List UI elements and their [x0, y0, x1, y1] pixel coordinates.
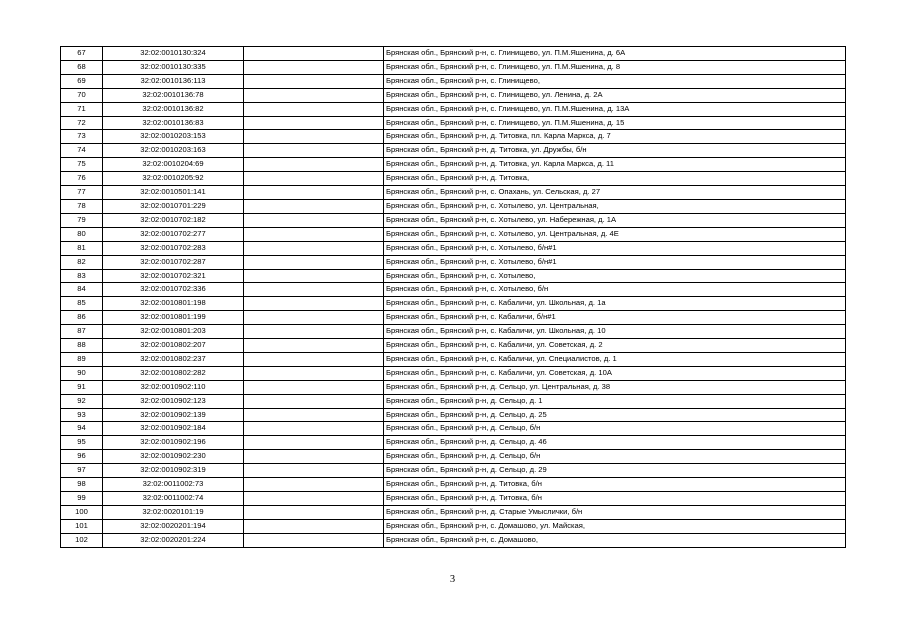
table-row: [61, 297, 846, 311]
table-row: [61, 47, 846, 61]
row-number-cell: 88: [61, 339, 103, 353]
empty-cell: [244, 172, 384, 186]
row-number-cell: 81: [61, 241, 103, 255]
cadastral-number-cell: 32:02:0010205:92: [103, 172, 244, 186]
table-row: [61, 60, 846, 74]
empty-cell: [244, 227, 384, 241]
address-cell: Брянская обл., Брянский р-н, с. Кабаличи, б/н#1: [384, 311, 846, 325]
table-row: [61, 199, 846, 213]
address-cell: Брянская обл., Брянский р-н, д. Титовка, ул. Карла Маркса, д. 11: [384, 158, 846, 172]
row-number-cell: 82: [61, 255, 103, 269]
cadastral-number-cell: 32:02:0010802:282: [103, 366, 244, 380]
address-cell: Брянская обл., Брянский р-н, с. Глинищево,: [384, 74, 846, 88]
cadastral-number-cell: 32:02:0010702:287: [103, 255, 244, 269]
empty-cell: [244, 519, 384, 533]
row-number-cell: 85: [61, 297, 103, 311]
address-cell: Брянская обл., Брянский р-н, д. Сельцо, ул. Центральная, д. 38: [384, 380, 846, 394]
row-number-cell: 69: [61, 74, 103, 88]
row-number-cell: 86: [61, 311, 103, 325]
address-cell: Брянская обл., Брянский р-н, с. Глинищево, ул. П.М.Яшенина, д. 6А: [384, 47, 846, 61]
row-number-cell: 92: [61, 394, 103, 408]
registry-table-body: [61, 47, 846, 548]
row-number-cell: 78: [61, 199, 103, 213]
empty-cell: [244, 158, 384, 172]
cadastral-number-cell: 32:02:0011002:73: [103, 478, 244, 492]
empty-cell: [244, 492, 384, 506]
table-row: [61, 505, 846, 519]
row-number-cell: 73: [61, 130, 103, 144]
address-cell: Брянская обл., Брянский р-н, д. Сельцо, б/н: [384, 422, 846, 436]
cadastral-number-cell: 32:02:0020101:19: [103, 505, 244, 519]
cadastral-number-cell: 32:02:0010902:184: [103, 422, 244, 436]
cadastral-number-cell: 32:02:0010802:237: [103, 352, 244, 366]
address-cell: Брянская обл., Брянский р-н, с. Хотылево, ул. Центральная, д. 4Е: [384, 227, 846, 241]
address-cell: Брянская обл., Брянский р-н, д. Титовка, ул. Дружбы, б/н: [384, 144, 846, 158]
empty-cell: [244, 74, 384, 88]
empty-cell: [244, 269, 384, 283]
row-number-cell: 96: [61, 450, 103, 464]
cadastral-number-cell: 32:02:0010702:336: [103, 283, 244, 297]
empty-cell: [244, 325, 384, 339]
address-cell: Брянская обл., Брянский р-н, с. Глинищево, ул. П.М.Яшенина, д. 13А: [384, 102, 846, 116]
row-number-cell: 77: [61, 186, 103, 200]
cadastral-number-cell: 32:02:0010136:82: [103, 102, 244, 116]
table-row: [61, 519, 846, 533]
row-number-cell: 83: [61, 269, 103, 283]
address-cell: Брянская обл., Брянский р-н, д. Сельцо, д. 1: [384, 394, 846, 408]
address-cell: Брянская обл., Брянский р-н, с. Кабаличи, ул. Специалистов, д. 1: [384, 352, 846, 366]
table-row: [61, 533, 846, 547]
table-row: [61, 116, 846, 130]
row-number-cell: 75: [61, 158, 103, 172]
table-row: [61, 255, 846, 269]
address-cell: Брянская обл., Брянский р-н, д. Титовка, пл. Карла Маркса, д. 7: [384, 130, 846, 144]
cadastral-number-cell: 32:02:0010501:141: [103, 186, 244, 200]
table-row: [61, 366, 846, 380]
address-cell: Брянская обл., Брянский р-н, с. Хотылево,: [384, 269, 846, 283]
address-cell: Брянская обл., Брянский р-н, с. Глинищево, ул. П.М.Яшенина, д. 15: [384, 116, 846, 130]
empty-cell: [244, 130, 384, 144]
row-number-cell: 79: [61, 213, 103, 227]
property-registry-table: [60, 46, 846, 548]
empty-cell: [244, 533, 384, 547]
address-cell: Брянская обл., Брянский р-н, с. Глинищево, ул. Ленина, д. 2А: [384, 88, 846, 102]
address-cell: Брянская обл., Брянский р-н, с. Хотылево, ул. Набережная, д. 1А: [384, 213, 846, 227]
cadastral-number-cell: 32:02:0020201:194: [103, 519, 244, 533]
cadastral-number-cell: 32:02:0010702:182: [103, 213, 244, 227]
table-row: [61, 311, 846, 325]
empty-cell: [244, 436, 384, 450]
address-cell: Брянская обл., Брянский р-н, с. Глинищево, ул. П.М.Яшенина, д. 8: [384, 60, 846, 74]
empty-cell: [244, 116, 384, 130]
empty-cell: [244, 422, 384, 436]
row-number-cell: 99: [61, 492, 103, 506]
table-row: [61, 394, 846, 408]
empty-cell: [244, 408, 384, 422]
table-row: [61, 339, 846, 353]
table-row: [61, 325, 846, 339]
row-number-cell: 101: [61, 519, 103, 533]
cadastral-number-cell: 32:02:0010802:207: [103, 339, 244, 353]
row-number-cell: 95: [61, 436, 103, 450]
table-row: [61, 492, 846, 506]
page-number: 3: [449, 574, 456, 585]
cadastral-number-cell: 32:02:0010136:83: [103, 116, 244, 130]
address-cell: Брянская обл., Брянский р-н, д. Титовка,: [384, 172, 846, 186]
empty-cell: [244, 380, 384, 394]
address-cell: Брянская обл., Брянский р-н, с. Хотылево, ул. Центральная,: [384, 199, 846, 213]
table-row: [61, 130, 846, 144]
empty-cell: [244, 311, 384, 325]
address-cell: Брянская обл., Брянский р-н, с. Кабаличи, ул. Школьная, д. 1а: [384, 297, 846, 311]
table-row: [61, 158, 846, 172]
empty-cell: [244, 352, 384, 366]
row-number-cell: 97: [61, 464, 103, 478]
row-number-cell: 91: [61, 380, 103, 394]
table-row: [61, 408, 846, 422]
row-number-cell: 76: [61, 172, 103, 186]
row-number-cell: 80: [61, 227, 103, 241]
table-row: [61, 283, 846, 297]
row-number-cell: 74: [61, 144, 103, 158]
address-cell: Брянская обл., Брянский р-н, с. Кабаличи, ул. Советская, д. 2: [384, 339, 846, 353]
address-cell: Брянская обл., Брянский р-н, д. Титовка, б/н: [384, 478, 846, 492]
table-row: [61, 74, 846, 88]
row-number-cell: 71: [61, 102, 103, 116]
cadastral-number-cell: 32:02:0010902:110: [103, 380, 244, 394]
table-row: [61, 450, 846, 464]
empty-cell: [244, 144, 384, 158]
cadastral-number-cell: 32:02:0010902:196: [103, 436, 244, 450]
address-cell: Брянская обл., Брянский р-н, д. Титовка, б/н: [384, 492, 846, 506]
row-number-cell: 102: [61, 533, 103, 547]
empty-cell: [244, 241, 384, 255]
row-number-cell: 70: [61, 88, 103, 102]
row-number-cell: 72: [61, 116, 103, 130]
empty-cell: [244, 186, 384, 200]
row-number-cell: 94: [61, 422, 103, 436]
empty-cell: [244, 505, 384, 519]
address-cell: Брянская обл., Брянский р-н, д. Сельцо, д. 29: [384, 464, 846, 478]
cadastral-number-cell: 32:02:0010702:321: [103, 269, 244, 283]
address-cell: Брянская обл., Брянский р-н, с. Кабаличи, ул. Советская, д. 10А: [384, 366, 846, 380]
cadastral-number-cell: 32:02:0020201:224: [103, 533, 244, 547]
empty-cell: [244, 464, 384, 478]
table-row: [61, 213, 846, 227]
cadastral-number-cell: 32:02:0010902:319: [103, 464, 244, 478]
cadastral-number-cell: 32:02:0010902:139: [103, 408, 244, 422]
cadastral-number-cell: 32:02:0010130:335: [103, 60, 244, 74]
address-cell: Брянская обл., Брянский р-н, д. Сельцо, б/н: [384, 450, 846, 464]
row-number-cell: 100: [61, 505, 103, 519]
table-row: [61, 478, 846, 492]
empty-cell: [244, 255, 384, 269]
address-cell: Брянская обл., Брянский р-н, с. Кабаличи, ул. Школьная, д. 10: [384, 325, 846, 339]
cadastral-number-cell: 32:02:0010204:69: [103, 158, 244, 172]
empty-cell: [244, 47, 384, 61]
row-number-cell: 93: [61, 408, 103, 422]
table-row: [61, 436, 846, 450]
address-cell: Брянская обл., Брянский р-н, с. Домашово, ул. Майская,: [384, 519, 846, 533]
cadastral-number-cell: 32:02:0010801:199: [103, 311, 244, 325]
empty-cell: [244, 60, 384, 74]
cadastral-number-cell: 32:02:0010136:113: [103, 74, 244, 88]
empty-cell: [244, 213, 384, 227]
cadastral-number-cell: 32:02:0010902:230: [103, 450, 244, 464]
table-row: [61, 172, 846, 186]
table-row: [61, 422, 846, 436]
empty-cell: [244, 199, 384, 213]
row-number-cell: 90: [61, 366, 103, 380]
address-cell: Брянская обл., Брянский р-н, с. Домашово,: [384, 533, 846, 547]
cadastral-number-cell: 32:02:0010801:203: [103, 325, 244, 339]
cadastral-number-cell: 32:02:0011002:74: [103, 492, 244, 506]
cadastral-number-cell: 32:02:0010136:78: [103, 88, 244, 102]
address-cell: Брянская обл., Брянский р-н, с. Хотылево, б/н#1: [384, 241, 846, 255]
address-cell: Брянская обл., Брянский р-н, д. Сельцо, д. 46: [384, 436, 846, 450]
empty-cell: [244, 339, 384, 353]
empty-cell: [244, 283, 384, 297]
empty-cell: [244, 366, 384, 380]
empty-cell: [244, 102, 384, 116]
table-row: [61, 227, 846, 241]
row-number-cell: 84: [61, 283, 103, 297]
row-number-cell: 98: [61, 478, 103, 492]
cadastral-number-cell: 32:02:0010902:123: [103, 394, 244, 408]
table-row: [61, 186, 846, 200]
table-row: [61, 380, 846, 394]
address-cell: Брянская обл., Брянский р-н, с. Хотылево, б/н#1: [384, 255, 846, 269]
cadastral-number-cell: 32:02:0010702:277: [103, 227, 244, 241]
row-number-cell: 89: [61, 352, 103, 366]
cadastral-number-cell: 32:02:0010130:324: [103, 47, 244, 61]
row-number-cell: 87: [61, 325, 103, 339]
table-row: [61, 464, 846, 478]
table-row: [61, 102, 846, 116]
cadastral-number-cell: 32:02:0010203:153: [103, 130, 244, 144]
table-row: [61, 352, 846, 366]
table-row: [61, 144, 846, 158]
cadastral-number-cell: 32:02:0010701:229: [103, 199, 244, 213]
row-number-cell: 67: [61, 47, 103, 61]
address-cell: Брянская обл., Брянский р-н, с. Опахань, ул. Сельская, д. 27: [384, 186, 846, 200]
empty-cell: [244, 450, 384, 464]
empty-cell: [244, 297, 384, 311]
empty-cell: [244, 88, 384, 102]
table-row: [61, 269, 846, 283]
cadastral-number-cell: 32:02:0010702:283: [103, 241, 244, 255]
table-row: [61, 88, 846, 102]
address-cell: Брянская обл., Брянский р-н, д. Сельцо, д. 25: [384, 408, 846, 422]
cadastral-number-cell: 32:02:0010801:198: [103, 297, 244, 311]
table-row: [61, 241, 846, 255]
row-number-cell: 68: [61, 60, 103, 74]
empty-cell: [244, 478, 384, 492]
address-cell: Брянская обл., Брянский р-н, д. Старые Умыслички, б/н: [384, 505, 846, 519]
address-cell: Брянская обл., Брянский р-н, с. Хотылево, б/н: [384, 283, 846, 297]
cadastral-number-cell: 32:02:0010203:163: [103, 144, 244, 158]
empty-cell: [244, 394, 384, 408]
